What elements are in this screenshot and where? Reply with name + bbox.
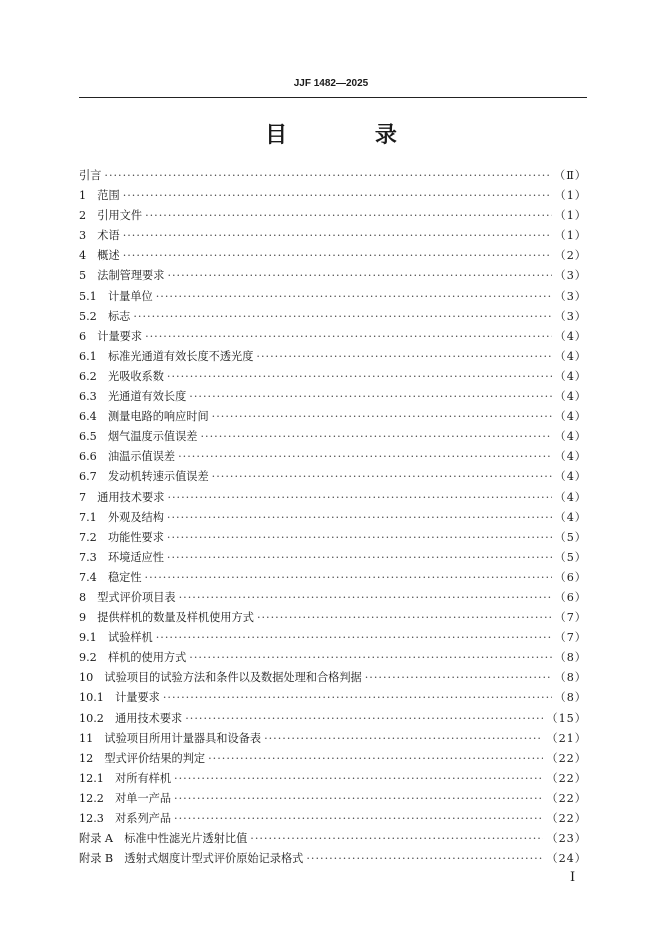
toc-entry[interactable] [79,368,587,388]
toc-dot-leader [189,390,551,403]
toc-entry-page: （8） [554,671,587,685]
toc-entry[interactable] [79,790,587,810]
toc-entry[interactable] [79,689,587,709]
toc-dot-leader [145,571,552,584]
toc-dot-leader [257,611,552,624]
toc-entry[interactable] [79,850,587,870]
standard-code-header: JJF 1482—2025 [293,78,369,89]
toc-entry[interactable] [79,810,587,830]
toc-entry-page: （4） [554,369,587,383]
toc-entry[interactable] [79,468,587,488]
toc-entry-page: （1） [554,229,587,243]
toc-entry-page: （22） [546,751,587,765]
toc-entry-label: 4 概述 [79,249,120,263]
toc-entry-page: （4） [554,349,587,363]
toc-entry-label: 10 试验项目的试验方法和条件以及数据处理和合格判据 [79,671,362,685]
toc-entry[interactable] [79,710,587,730]
toc-entry-label: 9.1 试验样机 [79,631,153,645]
toc-entry-page: （1） [554,209,587,223]
toc-entry-page: （4） [554,390,587,404]
toc-entry[interactable] [79,227,587,247]
toc-entry[interactable] [79,549,587,569]
toc-dot-leader [133,310,551,323]
toc-entry[interactable] [79,348,587,368]
toc-entry-label: 7.1 外观及结构 [79,510,164,524]
toc-dot-leader [123,229,552,242]
toc-dot-leader [365,671,552,684]
toc-entry-label: 9.2 样机的使用方式 [79,651,187,665]
toc-dot-leader [178,450,551,463]
header-rule [79,97,587,98]
toc-entry-label: 10.2 通用技术要求 [79,711,183,725]
toc-entry[interactable] [79,750,587,770]
toc-entry-label: 6.4 测量电路的响应时间 [79,410,209,424]
toc-dot-leader [250,832,543,845]
toc-dot-leader [256,350,551,363]
toc-entry-page: （4） [554,430,587,444]
toc-dot-leader [212,410,552,423]
toc-entry-page: （3） [554,309,587,323]
toc-entry-page: （4） [554,470,587,484]
toc-entry-label: 附录 A 标准中性滤光片透射比值 [79,832,248,846]
toc-entry-label: 7.2 功能性要求 [79,530,164,544]
toc-dot-leader [167,269,551,282]
page-number: Ⅰ [570,870,576,885]
toc-entry[interactable] [79,267,587,287]
toc-entry-page: （15） [546,711,587,725]
toc-entry[interactable] [79,529,587,549]
toc-entry-page: （4） [554,410,587,424]
toc-dot-leader [185,712,543,725]
toc-entry-page: （4） [554,490,587,504]
toc-entry-label: 6.2 光吸收系数 [79,369,164,383]
toc-dot-leader [104,169,551,182]
toc-dot-leader [156,631,552,644]
toc-entry[interactable] [79,288,587,308]
toc-entry-page: （3） [554,269,587,283]
toc-entry-page: （2） [554,249,587,263]
toc-entry-label: 6.5 烟气温度示值误差 [79,430,198,444]
toc-entry[interactable] [79,448,587,468]
toc-dot-leader [156,290,552,303]
toc-entry[interactable] [79,167,587,187]
toc-entry-page: （1） [554,189,587,203]
toc-entry-page: （22） [546,791,587,805]
toc-dot-leader [189,651,551,664]
toc-entry[interactable] [79,408,587,428]
toc-entry-page: （4） [554,329,587,343]
toc-dot-leader [123,249,552,262]
toc-entry[interactable] [79,328,587,348]
toc-entry-label: 7 通用技术要求 [79,490,165,504]
toc-entry-page: （4） [554,450,587,464]
toc-entry[interactable] [79,649,587,669]
toc-entry[interactable] [79,770,587,790]
toc-entry-label: 3 术语 [79,229,120,243]
toc-entry-page: （23） [546,832,587,846]
toc-dot-leader [145,209,551,222]
toc-entry-page: （6） [554,590,587,604]
toc-entry-page: （8） [554,691,587,705]
toc-entry-page: （5） [554,550,587,564]
toc-entry[interactable] [79,207,587,227]
toc-entry-label: 9 提供样机的数量及样机使用方式 [79,611,254,625]
toc-entry[interactable] [79,730,587,750]
toc-entry[interactable] [79,428,587,448]
toc-dot-leader [174,792,543,805]
toc-dot-leader [174,772,543,785]
toc-entry-label: 6.1 标准光通道有效长度不透光度 [79,349,254,363]
toc-entry-label: 1 范围 [79,189,120,203]
toc-dot-leader [208,752,543,765]
toc-dot-leader [212,470,552,483]
toc-dot-leader [264,732,543,745]
toc-entry[interactable] [79,187,587,207]
toc-entry[interactable] [79,308,587,328]
toc-entry-label: 6 计量要求 [79,329,143,343]
toc-entry-page: （Ⅱ） [554,169,587,182]
toc-entry[interactable] [79,589,587,609]
toc-entry-label: 5.1 计量单位 [79,289,153,303]
toc-entry-page: （21） [546,731,587,745]
toc-entry-label: 11 试验项目所用计量器具和设备表 [79,731,262,745]
toc-entry[interactable] [79,669,587,689]
toc-entry-page: （3） [554,289,587,303]
toc-entry[interactable] [79,569,587,589]
toc-entry-label: 5.2 标志 [79,309,131,323]
toc-entry-page: （22） [546,812,587,825]
toc-entry[interactable] [79,629,587,649]
toc-entry-label: 7.3 环境适应性 [79,550,164,564]
toc-entry-page: （7） [554,631,587,645]
toc-entry[interactable] [79,830,587,850]
toc-entry-label: 5 法制管理要求 [79,269,165,283]
toc-entry-page: （8） [554,651,587,665]
toc-entry[interactable] [79,509,587,529]
toc-dot-leader [167,511,552,524]
toc-entry-label: 10.1 计量要求 [79,691,160,705]
toc-entry-page: （4） [554,510,587,524]
toc-dot-leader [167,531,552,544]
toc-entry-label: 6.7 发动机转速示值误差 [79,470,209,484]
toc-dot-leader [123,189,552,202]
toc-dot-leader [167,551,552,564]
toc-entry-label: 8 型式评价项目表 [79,590,176,604]
toc-entry-label: 6.6 油温示值误差 [79,450,176,464]
toc-dot-leader [145,330,551,343]
toc-entry-label: 引言 [79,169,102,182]
toc-dot-leader [174,812,543,825]
toc-dot-leader [200,430,551,443]
toc-dot-leader [179,591,552,604]
toc-entry[interactable] [79,388,587,408]
toc-entry-page: （22） [546,771,587,785]
toc-dot-leader [167,491,551,504]
toc-entry-label: 6.3 光通道有效长度 [79,390,187,404]
toc-entry[interactable] [79,609,587,629]
table-of-contents [79,167,587,870]
toc-entry[interactable] [79,247,587,267]
toc-entry-label: 2 引用文件 [79,209,143,223]
toc-entry-label: 12.3 对系列产品 [79,812,172,825]
toc-entry-page: （6） [554,570,587,584]
toc-entry-label: 12 型式评价结果的判定 [79,751,206,765]
toc-entry[interactable] [79,489,587,509]
toc-dot-leader [163,691,552,704]
toc-entry-page: （7） [554,611,587,625]
toc-entry-page: （24） [546,852,587,866]
toc-entry-label: 7.4 稳定性 [79,570,142,584]
page-title: 目 录 [265,122,437,148]
toc-entry-label: 附录 B 透射式烟度计型式评价原始记录格式 [79,852,304,866]
toc-entry-label: 12.1 对所有样机 [79,771,172,785]
toc-entry-label: 12.2 对单一产品 [79,791,172,805]
toc-entry-page: （5） [554,530,587,544]
toc-dot-leader [167,370,552,383]
toc-dot-leader [306,852,543,865]
